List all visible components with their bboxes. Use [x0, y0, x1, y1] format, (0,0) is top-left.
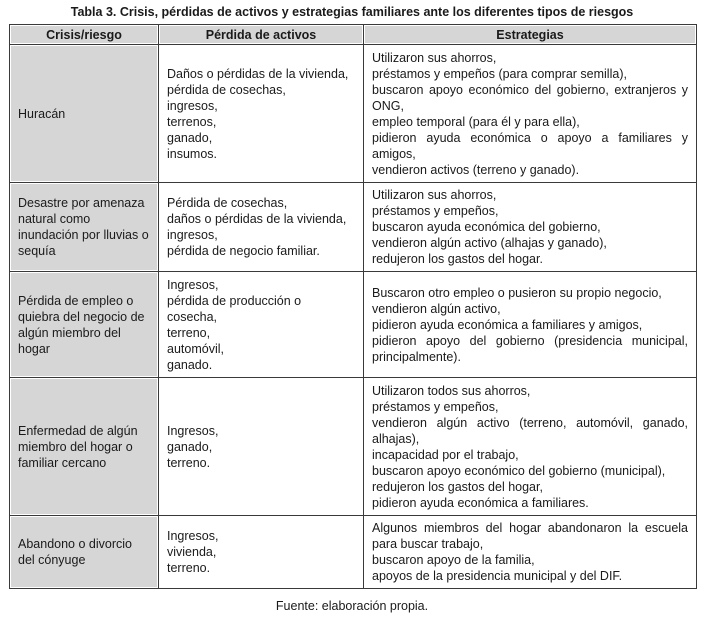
risk-cell: [10, 378, 159, 516]
loss-item: terreno,: [167, 325, 211, 340]
strategy-item: redujeron los gastos del hogar,: [372, 479, 543, 494]
strategy-item: vendieron activos (terreno y ganado).: [372, 162, 580, 177]
strategy-item: Algunos miembros del hogar abandonaron la escuela para buscar trabajo,: [372, 521, 688, 551]
risk-cell: [10, 45, 159, 183]
loss-item: cosecha,: [167, 309, 218, 324]
risk-cell: [10, 516, 159, 589]
risk-label: Pérdida de empleo o quiebra del negocio de algún miembro del hogar: [18, 293, 145, 356]
strategy-item: buscaron apoyo económico del gobierno (municipal),: [372, 463, 666, 478]
strategy-item: vendieron algún activo (terreno, automóvil, ganado, alhajas),: [372, 415, 688, 446]
header-strategies: Estrategias: [364, 25, 697, 45]
risk-label: Huracán: [18, 106, 66, 121]
strategies-cell: [364, 378, 697, 516]
strategy-item: pidieron ayuda económica a familiares.: [372, 495, 589, 510]
strategy-item: vendieron algún activo (alhajas y ganado),: [372, 236, 607, 250]
strategy-item: Utilizaron sus ahorros,: [372, 188, 497, 202]
loss-item: terrenos,: [167, 114, 217, 129]
risk-label: Enfermedad de algún miembro del hogar o familiar cercano: [18, 423, 138, 470]
loss-item: terreno.: [167, 455, 211, 470]
table-row: [10, 183, 697, 272]
table-row: [10, 516, 697, 589]
strategy-item: buscaron apoyo económico del gobierno, extranjeros y ONG,: [372, 82, 688, 113]
loss-item: ganado,: [167, 130, 213, 145]
loss-item: ingresos,: [167, 98, 218, 113]
strategy-item: incapacidad por el trabajo,: [372, 447, 519, 462]
loss-item: pérdida de negocio familiar.: [167, 244, 320, 258]
header-risk: Crisis/riesgo: [10, 25, 159, 45]
strategy-item: pidieron ayuda económica a familiares y amigos,: [372, 317, 643, 332]
strategies-cell: [364, 516, 697, 589]
strategy-item: préstamos y empeños (para comprar semilla),: [372, 66, 627, 81]
asset-loss-cell: [159, 183, 364, 272]
strategy-item: pidieron ayuda económica o apoyo a familiares y amigos,: [372, 130, 688, 161]
loss-item: vivienda,: [167, 545, 217, 559]
strategies-cell: [364, 183, 697, 272]
loss-item: pérdida de cosechas,: [167, 82, 286, 97]
loss-item: ganado.: [167, 357, 213, 372]
loss-item: Daños o pérdidas de la vivienda,: [167, 66, 349, 81]
strategy-item: Utilizaron sus ahorros,: [372, 50, 497, 65]
asset-loss-cell: [159, 516, 364, 589]
strategy-item: empleo temporal (para él y para ella),: [372, 114, 580, 129]
strategy-item: vendieron algún activo,: [372, 301, 501, 316]
strategy-item: pidieron apoyo del gobierno (presidencia municipal, principalmente).: [372, 333, 688, 364]
loss-item: Ingresos,: [167, 529, 219, 543]
table-header-row: [10, 25, 697, 45]
loss-item: terreno.: [167, 561, 211, 575]
loss-item: daños o pérdidas de la vivienda,: [167, 212, 347, 226]
strategy-item: Utilizaron todos sus ahorros,: [372, 383, 531, 398]
risk-label: Abandono o divorcio del cónyuge: [18, 537, 132, 567]
strategy-item: apoyos de la presidencia municipal y del DIF.: [372, 569, 623, 583]
asset-loss-cell: [159, 45, 364, 183]
loss-item: insumos.: [167, 146, 218, 161]
asset-loss-cell: [159, 272, 364, 378]
strategy-item: Buscaron otro empleo o pusieron su propio negocio,: [372, 285, 662, 300]
loss-item: ganado,: [167, 439, 213, 454]
table-row: [10, 45, 697, 183]
asset-loss-cell: [159, 378, 364, 516]
risk-label: Desastre por amenaza natural como inundación por lluvias o sequía: [18, 196, 149, 258]
risk-cell: [10, 183, 159, 272]
table-title: Tabla 3. Crisis, pérdidas de activos y estrategias familiares ante los diferentes tipos de riesgos: [70, 5, 634, 19]
loss-item: Ingresos,: [167, 277, 219, 292]
risk-strategies-table: [9, 24, 697, 589]
loss-item: automóvil,: [167, 341, 224, 356]
table-row: [10, 272, 697, 378]
loss-item: pérdida de producción o: [167, 293, 302, 308]
strategies-cell: [364, 272, 697, 378]
loss-item: ingresos,: [167, 228, 218, 242]
strategies-cell: [364, 45, 697, 183]
header-asset-loss: Pérdida de activos: [159, 25, 364, 45]
risk-cell: [10, 272, 159, 378]
strategy-item: préstamos y empeños,: [372, 204, 499, 218]
strategy-item: buscaron ayuda económica del gobierno,: [372, 220, 601, 234]
table-row: [10, 378, 697, 516]
strategy-item: redujeron los gastos del hogar.: [372, 252, 543, 266]
loss-item: Pérdida de cosechas,: [167, 196, 288, 210]
strategy-item: buscaron apoyo de la familia,: [372, 553, 535, 567]
strategy-item: préstamos y empeños,: [372, 399, 499, 414]
loss-item: Ingresos,: [167, 423, 219, 438]
source-note: Fuente: elaboración propia.: [275, 599, 429, 613]
